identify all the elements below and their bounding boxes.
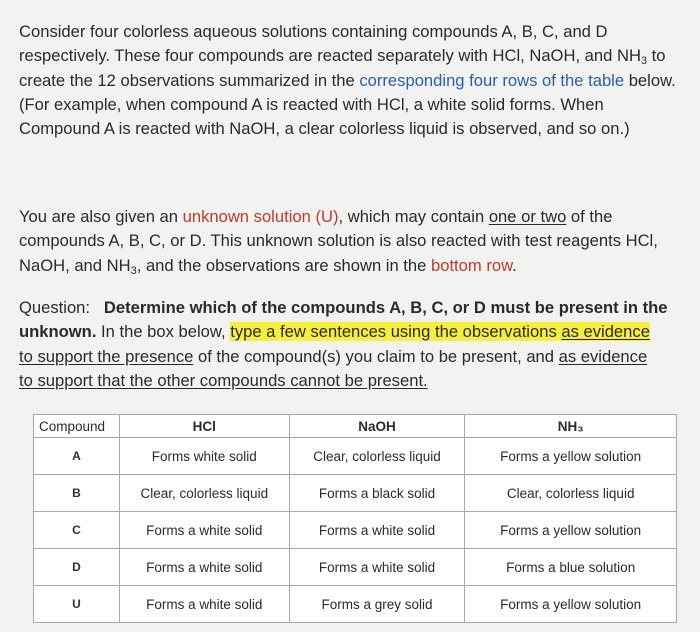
naoh-cell: Forms a white solid (289, 512, 465, 549)
hcl-cell: Forms a white solid (119, 586, 289, 623)
header-hcl: HCl (119, 415, 289, 438)
compound-cell: D (34, 549, 120, 586)
question-highlight (230, 322, 650, 341)
unknown-solution-term: unknown solution (U) (182, 207, 339, 226)
support-absence-text: to support that the other compounds cannot be present. (19, 370, 428, 390)
unknown-paragraph (19, 205, 689, 278)
hcl-cell: Forms a white solid (119, 549, 289, 586)
header-compound: Compound (34, 415, 120, 438)
as-evidence-text: as evidence (558, 346, 648, 366)
intro-highlight-rows: corresponding four rows of the table (359, 70, 625, 90)
hcl-cell: Clear, colorless liquid (119, 475, 289, 512)
unknown-text-3: of the compounds A, B, C, or D. This unknown solution is also reacted with test reagents HCl, NaOH, and NH (19, 207, 658, 275)
header-nh3: NH₃ (465, 415, 677, 438)
observations-table (33, 414, 677, 623)
nh3-cell: Forms a yellow solution (465, 586, 677, 623)
intro-text-3: below. (For example, when compound A is reacted with HCl, a white solid forms. When Compound A is reacted with NaOH, a clear colorless liquid is observed, and so on.) (19, 70, 676, 139)
hcl-cell: Forms white solid (119, 438, 289, 475)
compound-cell: A (34, 438, 120, 475)
intro-text-2: to create the 12 observations summarized in the (19, 46, 666, 90)
table-row (34, 512, 677, 549)
table-row (34, 438, 677, 475)
unknown-text-5: . (512, 255, 517, 275)
question-highlight-evidence: as evidence (561, 322, 650, 342)
hcl-cell: Forms a white solid (119, 512, 289, 549)
unknown-text-4: , and the observations are shown in the (136, 255, 431, 275)
compound-cell: C (34, 512, 120, 549)
compound-cell: U (34, 586, 120, 623)
intro-text-1: Consider four colorless aqueous solutions containing compounds A, B, C, and D respectively. These four compounds are reacted separately with HCl, NaOH, and NH (19, 22, 641, 66)
question-prompt: Determine which of the compounds A, B, C, or D must be present in the unknown. (19, 298, 668, 342)
table-row (34, 549, 677, 586)
compound-cell: B (34, 475, 120, 512)
naoh-cell: Forms a grey solid (289, 586, 465, 623)
naoh-cell: Forms a black solid (289, 475, 465, 512)
table-header-row (34, 415, 677, 438)
question-label: Question: (19, 298, 91, 317)
naoh-cell: Forms a white solid (289, 549, 465, 586)
nh3-cell: Forms a blue solution (465, 549, 677, 586)
intro-paragraph (19, 20, 689, 141)
question-paragraph (19, 296, 689, 393)
table-row (34, 475, 677, 512)
nh3-cell: Forms a yellow solution (465, 438, 677, 475)
bottom-row-term: bottom row (430, 255, 513, 275)
intro-subscript: 3 (640, 55, 648, 68)
support-presence-text: to support the presence (19, 346, 194, 366)
question-text-3: of the compound(s) you claim to be present, and (193, 346, 559, 366)
unknown-text-1: You are also given an (19, 207, 183, 226)
one-or-two-term: one or two (488, 207, 567, 226)
header-naoh: NaOH (289, 415, 465, 438)
table-row-unknown (34, 586, 677, 623)
nh3-cell: Clear, colorless liquid (465, 475, 677, 512)
question-text-2: In the box below, (96, 322, 231, 342)
unknown-text-2: , which may contain (338, 207, 489, 226)
unknown-subscript: 3 (130, 264, 137, 277)
naoh-cell: Clear, colorless liquid (289, 438, 465, 475)
nh3-cell: Forms a yellow solution (465, 512, 677, 549)
question-highlight-text: type a few sentences using the observations (230, 322, 562, 342)
